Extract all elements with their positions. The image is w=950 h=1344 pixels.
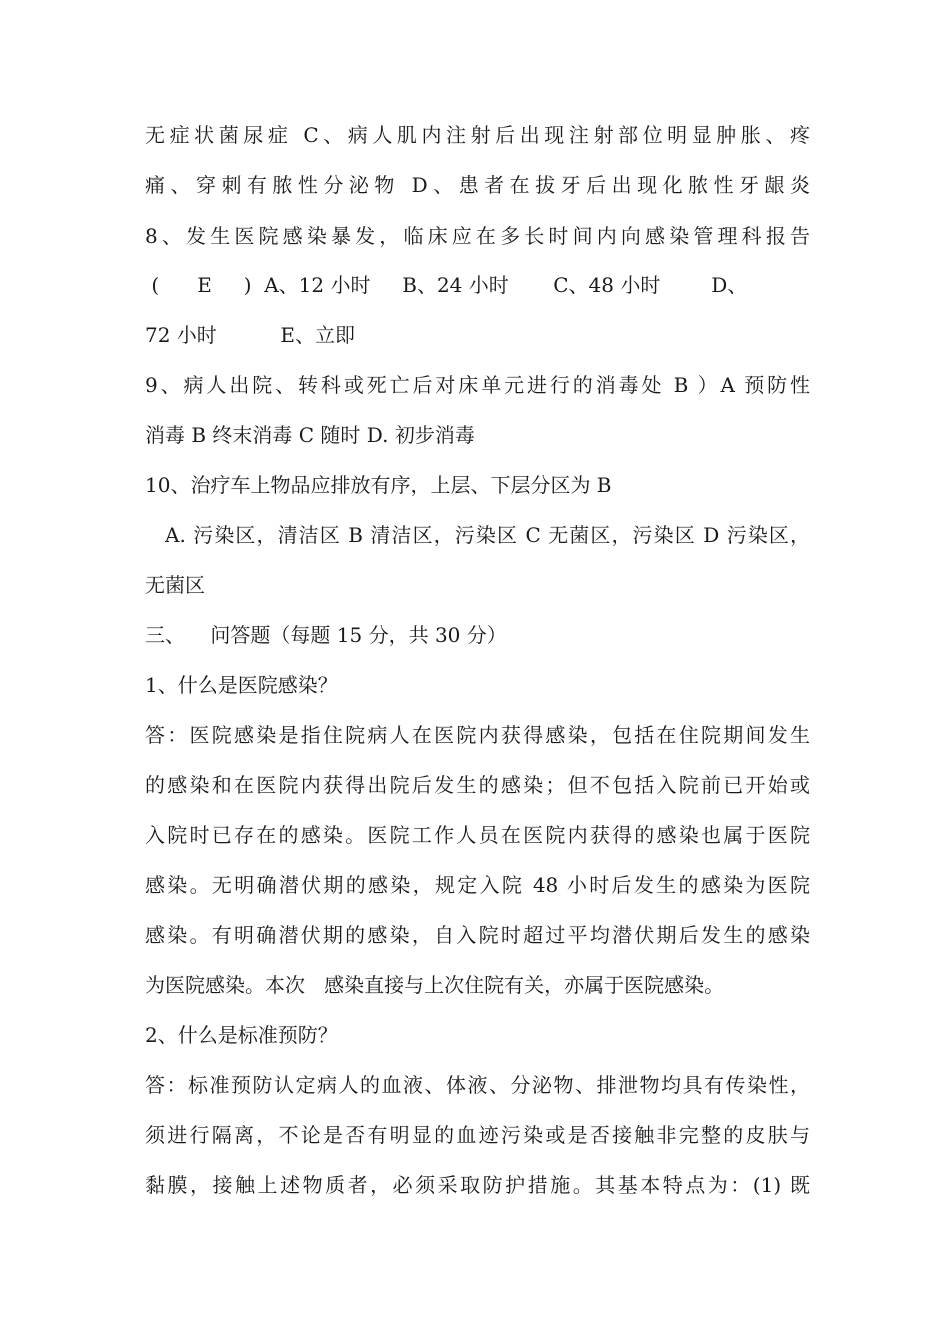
text-line: 须进行隔离，不论是否有明显的血迹污染或是否接触非完整的皮肤与 <box>145 1123 810 1147</box>
text-line: 痛、穿刺有脓性分泌物 D、患者在拔牙后出现化脓性牙龈炎 <box>145 173 810 197</box>
text-line: 答：医院感染是指住院病人在医院内获得感染，包括在住院期间发生 <box>145 723 810 747</box>
text-line: 感染。无明确潜伏期的感染，规定入院 48 小时后发生的感染为医院 <box>145 873 810 897</box>
text-line: ( E ) A、12 小时 B、24 小时 C、48 小时 D、 <box>145 273 748 297</box>
text-line: 入院时已存在的感染。医院工作人员在医院内获得的感染也属于医院 <box>145 823 810 847</box>
question-heading: 2、什么是标准预防？ <box>145 1023 338 1047</box>
question-heading: 1、什么是医院感染？ <box>145 673 338 697</box>
text-line: 的感染和在医院内获得出院后发生的感染；但不包括入院前已开始或 <box>145 773 810 797</box>
text-line: 感染。有明确潜伏期的感染，自入院时超过平均潜伏期后发生的感染 <box>145 923 810 947</box>
text-line: 10、治疗车上物品应排放有序，上层、下层分区为 B <box>145 473 612 497</box>
text-line: 72 小时 E、立即 <box>145 323 355 347</box>
text-line: A. 污染区，清洁区 B 清洁区，污染区 C 无菌区，污染区 D 污染区， <box>165 523 810 547</box>
text-line: 消毒 B 终末消毒 C 随时 D. 初步消毒 <box>145 423 475 447</box>
text-line: 黏膜，接触上述物质者，必须采取防护措施。其基本特点为：(1) 既 <box>145 1173 810 1197</box>
text-line: 答：标准预防认定病人的血液、体液、分泌物、排泄物均具有传染性， <box>145 1073 810 1097</box>
section-heading: 三、 问答题（每题 15 分，共 30 分） <box>145 623 507 647</box>
text-line: 无症状菌尿症 C、病人肌内注射后出现注射部位明显肿胀、疼 <box>145 123 810 147</box>
text-line: 无菌区 <box>145 573 205 597</box>
text-line: 8、发生医院感染暴发，临床应在多长时间内向感染管理科报告 <box>145 224 810 248</box>
text-line: 9、病人出院、转科或死亡后对床单元进行的消毒处 B ）A 预防性 <box>145 373 810 397</box>
text-line: 为医院感染。本次 感染直接与上次住院有关，亦属于医院感染。 <box>145 973 725 997</box>
